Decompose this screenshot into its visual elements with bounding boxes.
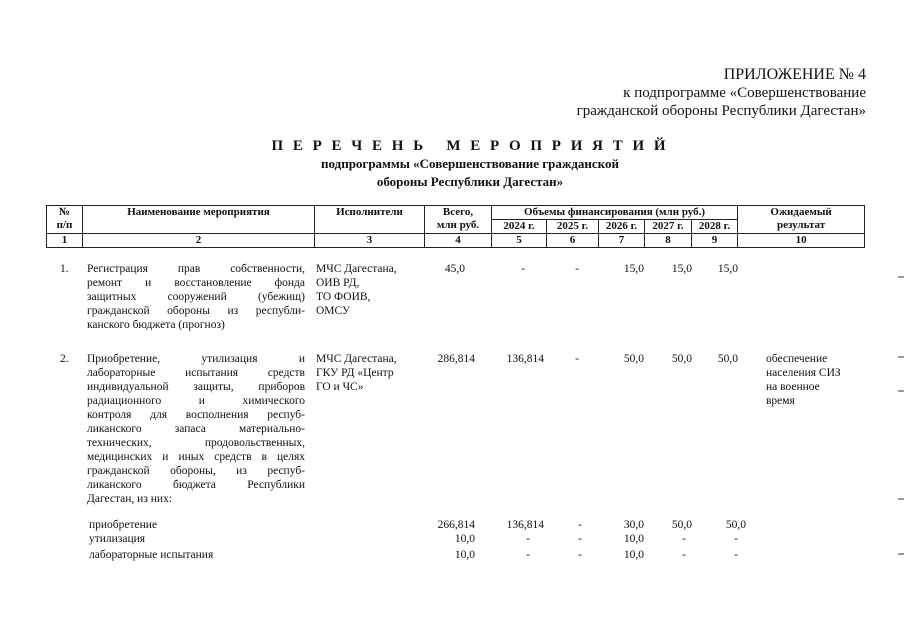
subrow-2024: 136,814 [506,519,544,531]
row-total: 286,814 [437,353,475,365]
scan-mark [898,356,904,358]
subrow-2024: - [526,549,530,561]
table-header [46,205,865,248]
scan-mark [898,498,904,500]
scan-mark [898,390,904,392]
column-number: 4 [425,234,492,248]
row-2026: 50,0 [623,353,644,365]
header-year-2026: 2026 г. [599,220,645,234]
subrow-2025: - [578,519,582,531]
row-name: Регистрация прав собственности, ремонт и восстановление фонда защитных сооружений (убежищ) гражданской обороны из республи- канского бюджета (прогноз) [87,263,305,331]
header-result: Ожидаемый результат [738,206,865,234]
subrow-2028: - [734,549,738,561]
scan-mark [898,553,904,555]
row-2025: - [575,353,579,365]
appendix-subtitle-line2: гражданской обороны Республики Дагестан» [576,103,866,119]
document-subtitle-line1: подпрограммы «Совершенствование гражданской [321,156,619,171]
row-2027: 50,0 [671,353,692,365]
column-number: 1 [47,234,83,248]
row-executors: МЧС Дагестана, ОИВ РД, ТО ФОИВ, ОМСУ [316,263,397,317]
subrow-name: лабораторные испытания [89,549,214,561]
subrow-2027: 50,0 [671,519,692,531]
subrow-2028: 50,0 [725,519,746,531]
row-2024: - [521,263,525,275]
header-total: Всего, млн руб. [425,206,492,234]
subrow-2025: - [578,549,582,561]
header-year-2024: 2024 г. [492,220,547,234]
column-number: 8 [645,234,692,248]
row-number: 1. [60,263,69,275]
subrow-2024: - [526,533,530,545]
subrow-2028: - [734,533,738,545]
subrow-2027: - [682,533,686,545]
row-2025: - [575,263,579,275]
scan-mark [898,276,904,278]
column-number: 10 [738,234,865,248]
row-2027: 15,0 [671,263,692,275]
subrow-name: приобретение [89,519,158,531]
column-number: 3 [315,234,425,248]
row-executors: МЧС Дагестана, ГКУ РД «Центр ГО и ЧС» [316,353,397,393]
column-number: 2 [83,234,315,248]
header-year-2025: 2025 г. [547,220,599,234]
subrow-2026: 30,0 [623,519,644,531]
row-2026: 15,0 [623,263,644,275]
subrow-2027: - [682,549,686,561]
header-num: № п/п [47,206,83,234]
document-title: П Е Р Е Ч Е Н Ь М Е Р О П Р И Я Т И Й [271,138,669,154]
subrow-2025: - [578,533,582,545]
header-funding: Объемы финансирования (млн руб.) [492,206,738,220]
column-number: 9 [692,234,738,248]
subrow-name: утилизация [89,533,146,545]
header-year-2028: 2028 г. [692,220,738,234]
row-2028: 15,0 [717,263,738,275]
row-result: обеспечение населения СИЗ на военное время [766,353,841,407]
subrow-2026: 10,0 [623,533,644,545]
row-name: Приобретение, утилизация и лабораторные испытания средств индивидуальной защиты, приборов радиационного и химического контроля для восполнения респуб- ликанского запаса материально- технических, продовольственных, медицинских и иных средств в целях гражданской обороны, из респуб- ликанского бюджета Республики Дагестан, из них: [87,353,305,505]
row-2024: 136,814 [506,353,544,365]
appendix-title: ПРИЛОЖЕНИЕ № 4 [723,66,866,83]
row-number: 2. [60,353,69,365]
appendix-subtitle-line1: к подпрограмме «Совершенствование [623,85,866,101]
header-name: Наименование мероприятия [83,206,315,234]
subrow-2026: 10,0 [623,549,644,561]
subrow-total: 266,814 [437,519,475,531]
subrow-total: 10,0 [454,549,475,561]
header-year-2027: 2027 г. [645,220,692,234]
column-number: 7 [599,234,645,248]
subrow-total: 10,0 [454,533,475,545]
document-subtitle-line2: обороны Республики Дагестан» [376,174,564,189]
row-2028: 50,0 [717,353,738,365]
header-executors: Исполнители [315,206,425,234]
column-number: 6 [547,234,599,248]
row-total: 45,0 [444,263,465,275]
column-number: 5 [492,234,547,248]
